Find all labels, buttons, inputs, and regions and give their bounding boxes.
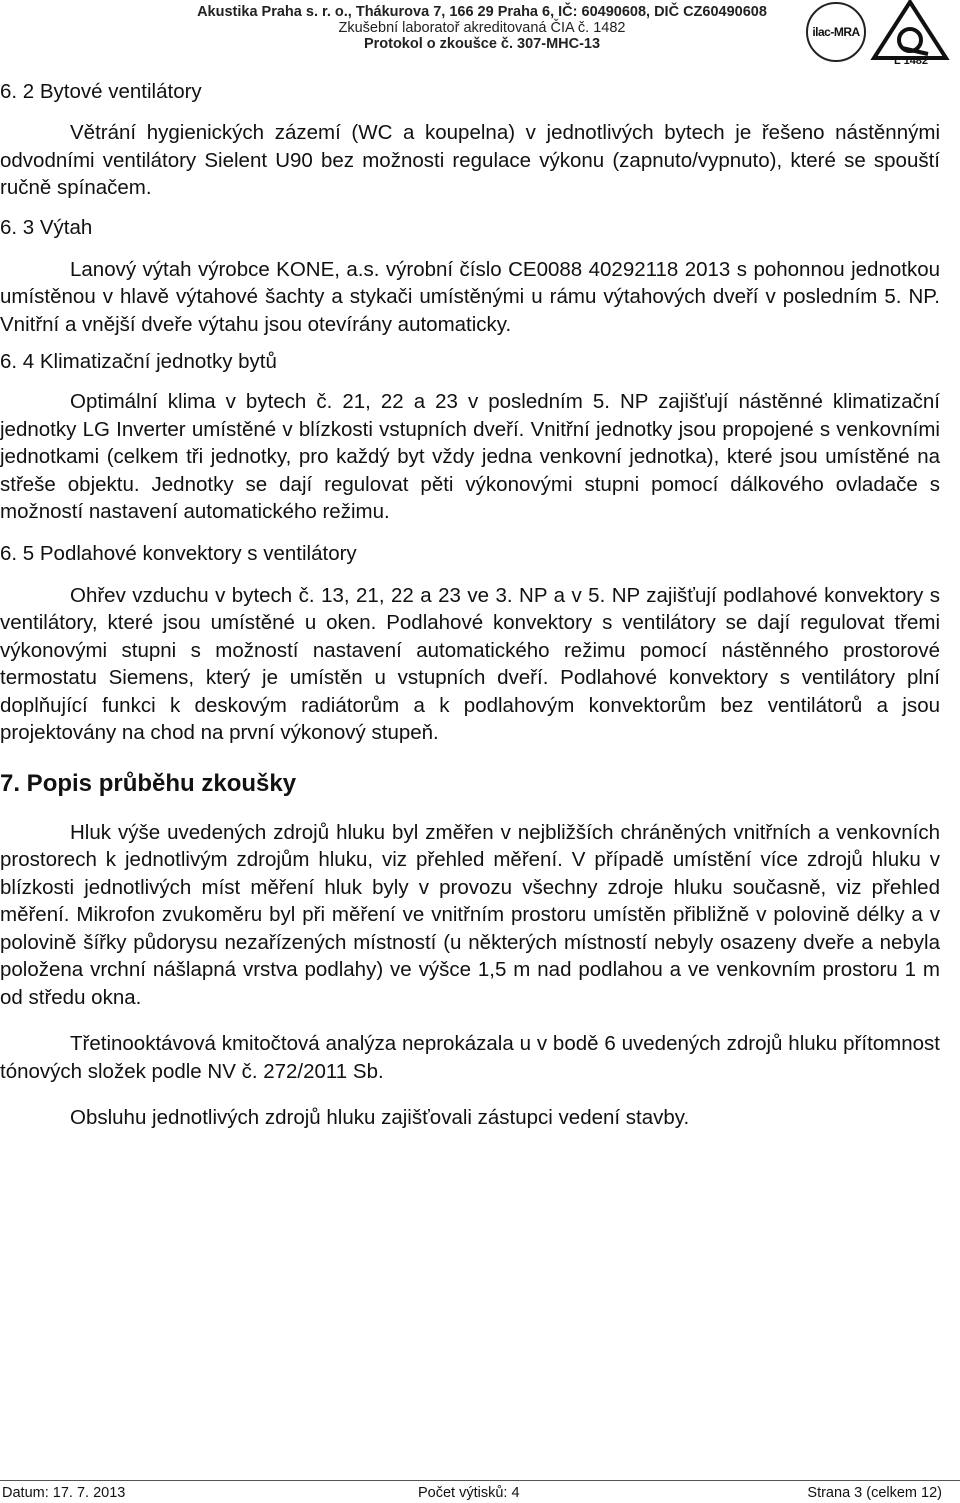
footer-date: Datum: 17. 7. 2013 (2, 1485, 126, 1501)
cia-code: L 1482 (894, 55, 929, 67)
document-footer (0, 1480, 960, 1503)
section-6-5-text: Ohřev vzduchu v bytech č. 13, 21, 22 a 23 ve 3. NP a v 5. NP zajišťují podlahové konvektory s ventilátory, které jsou umístěné u oken. Podlahové konvektory s ventilátory se dají regulovat třemi výkonovými stupni s možností nastavení automatického režimu pomocí nástěnného prostorové termostatu Siemens, který je umístěn u vstupních dveří. Podlahové konvektory s ventilátory plní doplňující funkci k deskovým radiátorům a k podlahovým konvektorům bez ventilátorů a jsou projektovány na chod na první výkonový stupeň. (0, 583, 940, 744)
section-6-5-title: 6. 5 Podlahové konvektory s ventilátory (0, 541, 357, 565)
section-6-2-text: Větrání hygienických zázemí (WC a koupelna) v jednotlivých bytech je řešeno nástěnnými odvodními ventilátory Sielent U90 bez možnosti regulace výkonu (zapnuto/vypnuto), které se spouští ručně spínačem. (0, 121, 940, 199)
section-7-title: 7. Popis průběhu zkoušky (0, 769, 297, 797)
document-header (172, 4, 792, 52)
section-6-3-text: Lanový výtah výrobce KONE, a.s. výrobní číslo CE0088 40292118 2013 s pohonnou jednotkou umístěnou v hlavě výtahové šachty a stykači umístěnými u rámu výtahových dveří v posledním 5. NP. Vnitřní a vnější dveře výtahu jsou otevírány automaticky. (0, 257, 940, 336)
header-protocol: Protokol o zkoušce č. 307-MHC-13 (363, 36, 601, 52)
header-accreditation: Zkušební laboratoř akreditovaná ČIA č. 1482 (338, 20, 626, 36)
section-6-3-title: 6. 3 Výtah (0, 215, 93, 239)
section-6-2-title: 6. 2 Bytové ventilátory (0, 80, 202, 103)
section-6-4-text: Optimální klima v bytech č. 21, 22 a 23 v posledním 5. NP zajišťují nástěnné klimatizační jednotky LG Inverter umístěné v blízkosti vstupních dveří. Vnitřní jednotky jsou propojené s venkovními jednotkami (celkem tři jednotky, pro každý byt vždy jedna venkovní jednotka), které jsou umístěné na střeše objektu. Jednotky se dají regulovat pěti výkonovými stupni pomocí dálkového ovladače s možností nastavení automatického režimu. (0, 390, 940, 523)
accreditation-logos (804, 0, 954, 72)
section-7-paragraph-1: Hluk výše uvedených zdrojů hluku byl změřen v nejbližších chráněných vnitřních a venkovních prostorech k jednotlivým zdrojům hluku, viz přehled měření. V případě umístění více zdrojů hluku v blízkosti jednotlivých míst měření hluk byly v provozu všechny zdroje hluku současně, viz přehled měření. Mikrofon zvukoměru byl při měření ve vnitřním prostoru umístěn přibližně v polovině délky a v polovině šířky půdorysu nezařízených místností (u některých místností nebyly osazeny dveře a nebyla položena vrchní nášlapná vrstva podlahy) ve výšce 1,5 m nad podlahou a ve venkovním prostoru 1 m od středu okna. (0, 820, 940, 1009)
section-6-4-title: 6. 4 Klimatizační jednotky bytů (0, 350, 277, 373)
document-body (0, 76, 960, 1132)
footer-copies: Počet výtisků: 4 (418, 1485, 520, 1501)
section-7-paragraph-3: Obsluhu jednotlivých zdrojů hluku zajišťovali zástupci vedení stavby. (70, 1106, 690, 1129)
section-7-paragraph-2: Třetinooktávová kmitočtová analýza neprokázala u v bodě 6 uvedených zdrojů hluku přítomnost tónových složek podle NV č. 272/2011 Sb. (0, 1032, 940, 1083)
ilac-mra-logo (806, 2, 866, 62)
footer-page: Strana 3 (celkem 12) (807, 1485, 942, 1501)
ilac-mra-text: ilac-MRA (812, 25, 860, 39)
header-company: Akustika Praha s. r. o., Thákurova 7, 166 29 Praha 6, IČ: 60490608, DIČ CZ60490608 (197, 4, 767, 20)
